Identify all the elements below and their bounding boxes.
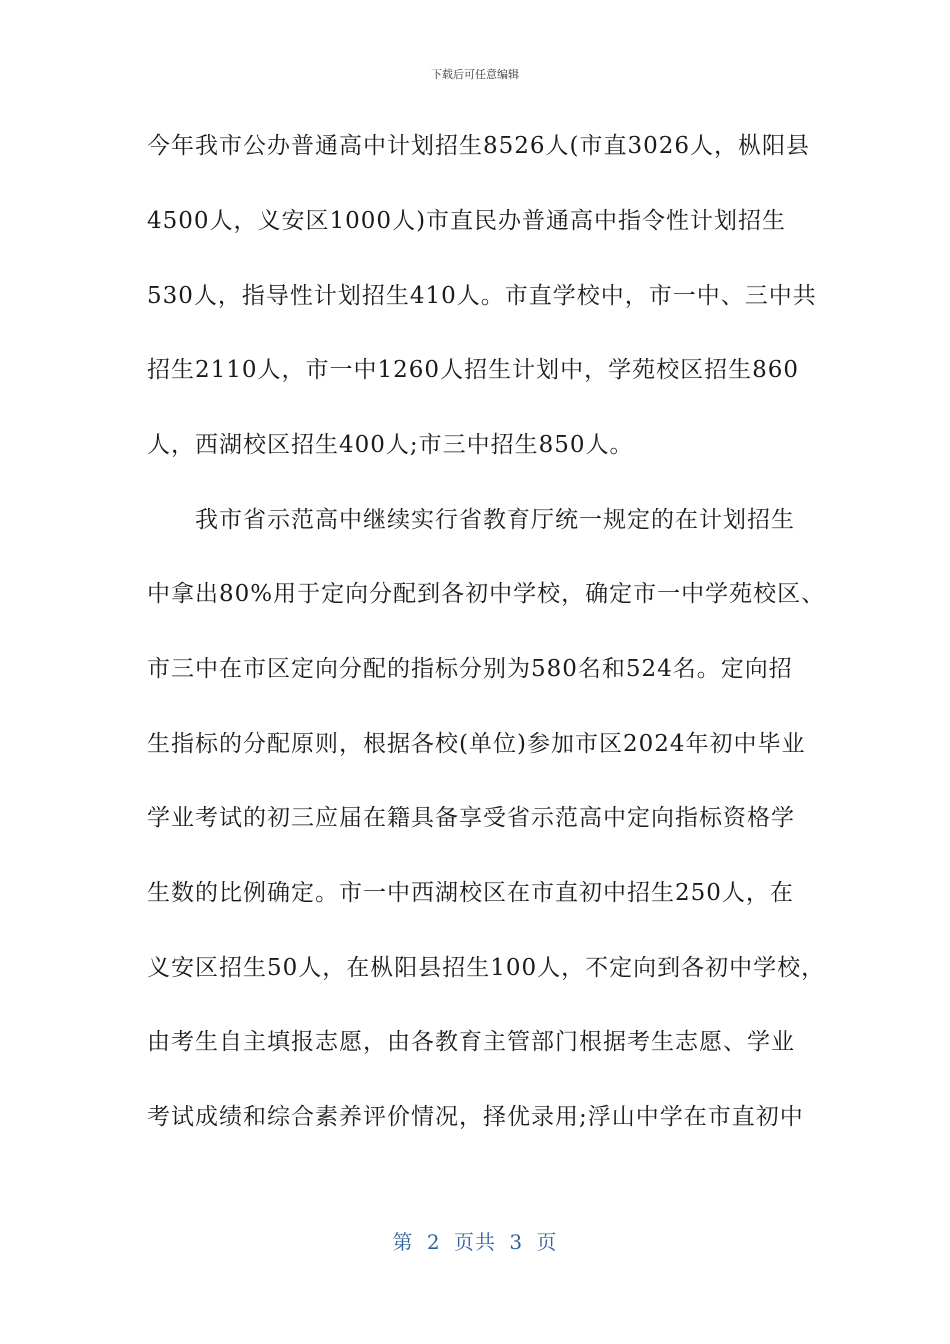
- text-line: 我市省示范高中继续实行省教育厅统一规定的在计划招生: [147, 507, 795, 533]
- text-line: 义安区招生50人，在枞阳县招生100人，不定向到各初中学校，: [147, 955, 826, 981]
- text-line: 今年我市公办普通高中计划招生8526人(市直3026人，枞阳县: [147, 133, 811, 159]
- text-line: 生数的比例确定。市一中西湖校区在市直初中招生250人，在: [147, 880, 794, 906]
- text-line: 4500人，义安区1000人)市直民办普通高中指令性计划招生: [147, 208, 787, 234]
- text-line: 人，西湖校区招生400人;市三中招生850人。: [147, 432, 634, 458]
- header-note: 下载后可任意编辑: [431, 68, 519, 81]
- text-line: 生指标的分配原则，根据各校(单位)参加市区2024年初中毕业: [147, 731, 806, 757]
- text-line: 招生2110人，市一中1260人招生计划中，学苑校区招生860: [147, 357, 799, 383]
- text-line: 考试成绩和综合素养评价情况，择优录用;浮山中学在市直初中: [147, 1104, 804, 1130]
- page-number-footer: 第 2 页共 3 页: [392, 1230, 558, 1254]
- text-line: 学业考试的初三应届在籍具备享受省示范高中定向指标资格学: [147, 805, 795, 831]
- text-line: 530人，指导性计划招生410人。市直学校中，市一中、三中共: [147, 283, 817, 309]
- text-line: 由考生自主填报志愿，由各教育主管部门根据考生志愿、学业: [147, 1029, 795, 1055]
- text-line: 中拿出80%用于定向分配到各初中学校，确定市一中学苑校区、: [147, 581, 826, 607]
- text-line: 市三中在市区定向分配的指标分别为580名和524名。定向招: [147, 656, 793, 682]
